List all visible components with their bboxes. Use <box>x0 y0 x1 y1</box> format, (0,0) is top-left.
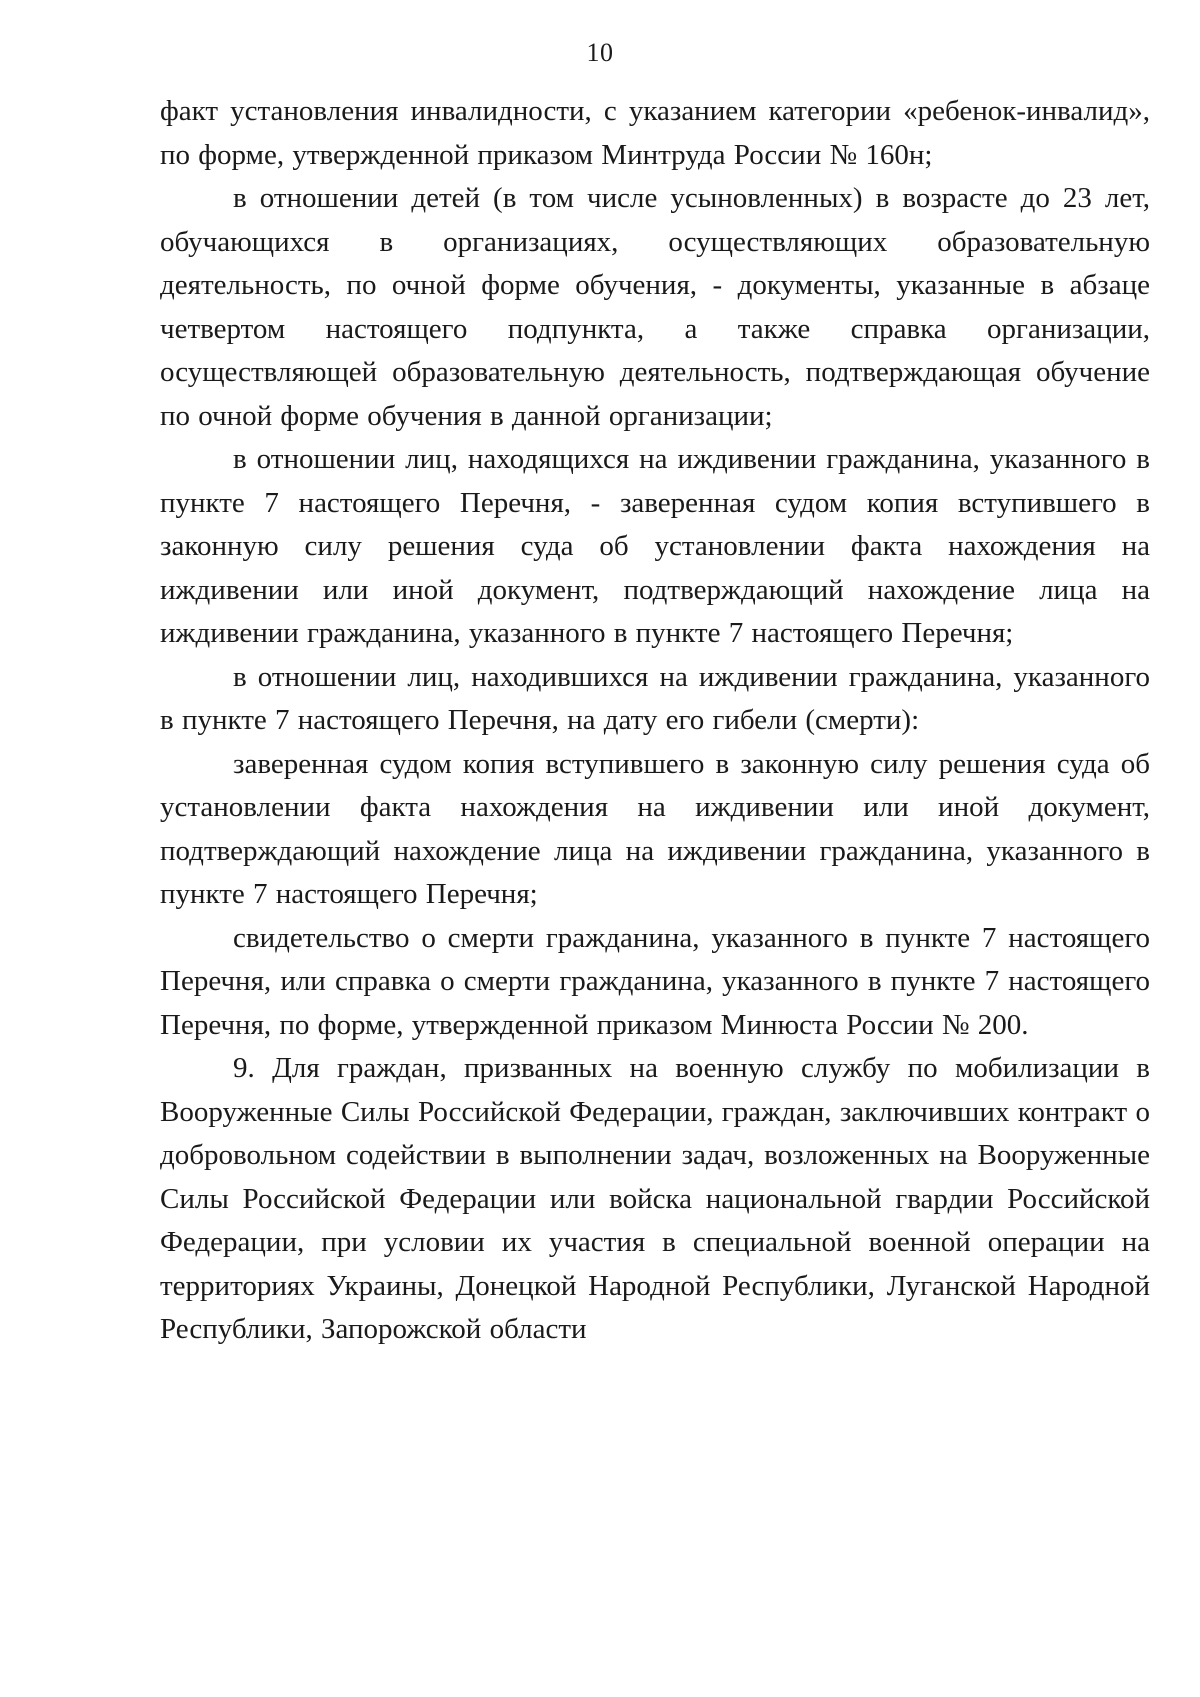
paragraph-former-dependents: в отношении лиц, находившихся на иждивении гражданина, указанного в пункте 7 настоящего Перечня, на дату его гибели (смерти): <box>160 660 1150 736</box>
paragraph-disability-fact: факт установления инвалидности, с указанием категории «ребенок-инвалид», по форме, утвержденной приказом Минтруда России № 160н; <box>160 95 1150 171</box>
paragraph-court-decision-copy: заверенная судом копия вступившего в законную силу решения суда об установлении факта нахождения на иждивении или иной документ, подтверждающий нахождение лица на иждивении гражданина, указанного в пункте 7 настоящего Перечня; <box>160 747 1150 910</box>
paragraph-children-students: в отношении детей (в том числе усыновленных) в возрасте до 23 лет, обучающихся в организациях, осуществляющих образовательную деятельность, по очной форме обучения, - документы, указанные в абзаце четвертом настоящего подпункта, а также справка организации, осуществляющей образовательную деятельность, подтверждающая обучение по очной форме обучения в данной организации; <box>160 182 1150 432</box>
paragraph-item-9: 9. Для граждан, призванных на военную службу по мобилизации в Вооруженные Силы Российской Федерации, граждан, заключивших контракт о добровольном содействии в выполнении задач, возложенных на Вооруженные Силы Российской Федерации или войска национальной гвардии Российской Федерации, при условии их участия в специальной военной операции на территориях Украины, Донецкой Народной Республики, Луганской Народной Республики, Запорожской области <box>160 1052 1150 1345</box>
paragraph-dependents: в отношении лиц, находящихся на иждивении гражданина, указанного в пункте 7 настоящего Перечня, - заверенная судом копия вступившего в законную силу решения суда об установлении факта нахождения на иждивении или иной документ, подтверждающий нахождение лица на иждивении гражданина, указанного в пункте 7 настоящего Перечня; <box>160 443 1150 649</box>
page-number: 10 <box>586 38 614 67</box>
paragraph-death-certificate: свидетельство о смерти гражданина, указанного в пункте 7 настоящего Перечня, или справка о смерти гражданина, указанного в пункте 7 настоящего Перечня, по форме, утвержденной приказом Минюста России № 200. <box>160 921 1150 1041</box>
document-body <box>160 90 1150 1352</box>
